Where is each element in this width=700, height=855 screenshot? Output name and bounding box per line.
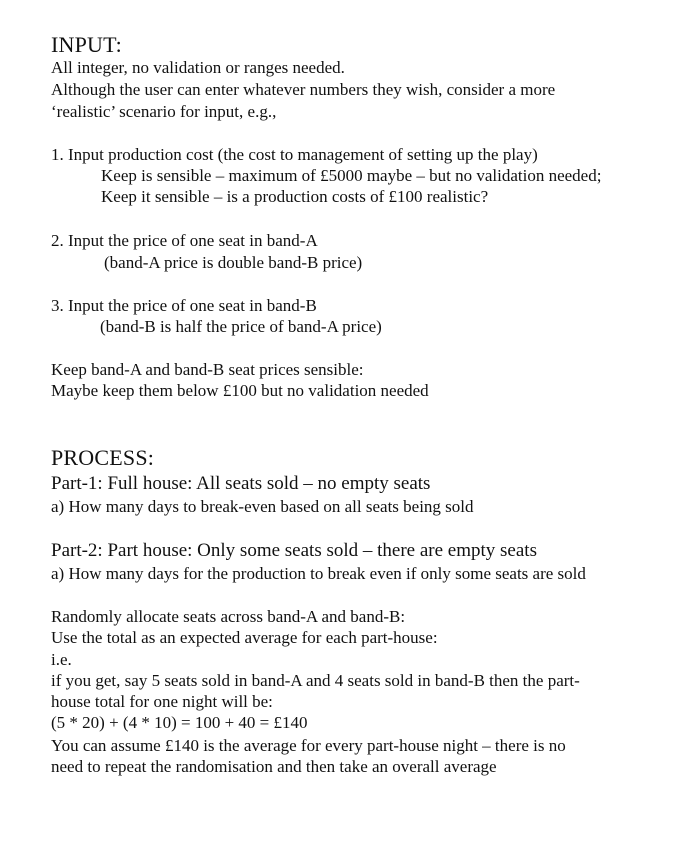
input-intro-line-1: All integer, no validation or ranges needed. bbox=[51, 58, 345, 77]
part-1-title: Part-1: Full house: All seats sold – no empty seats bbox=[51, 473, 431, 494]
input-intro-line-3: ‘realistic’ scenario for input, e.g., bbox=[51, 102, 277, 121]
item-3-note: (band-B is half the price of band-A price) bbox=[100, 317, 382, 336]
part-2-title: Part-2: Part house: Only some seats sold – there are empty seats bbox=[51, 540, 537, 561]
random-line-4: if you get, say 5 seats sold in band-A and 4 seats sold in band-B then the part- bbox=[51, 671, 580, 690]
part-1-question: a) How many days to break-even based on all seats being sold bbox=[51, 497, 474, 516]
input-footer-line-2: Maybe keep them below £100 but no validation needed bbox=[51, 381, 429, 400]
input-intro-line-2: Although the user can enter whatever numbers they wish, consider a more bbox=[51, 80, 556, 99]
item-1-note-2: Keep it sensible – is a production costs of £100 realistic? bbox=[101, 187, 489, 206]
random-line-3: i.e. bbox=[51, 650, 72, 669]
random-line-7: You can assume £140 is the average for every part-house night – there is no bbox=[51, 736, 566, 755]
item-2-title: 2. Input the price of one seat in band-A bbox=[51, 231, 318, 250]
random-line-8: need to repeat the randomisation and then take an overall average bbox=[51, 757, 497, 776]
process-heading: PROCESS: bbox=[51, 445, 155, 470]
formula-line: (5 * 20) + (4 * 10) = 100 + 40 = £140 bbox=[51, 713, 308, 732]
input-heading: INPUT: bbox=[51, 32, 122, 57]
random-line-1: Randomly allocate seats across band-A and band-B: bbox=[51, 607, 406, 626]
item-3-title: 3. Input the price of one seat in band-B bbox=[51, 296, 317, 315]
random-line-2: Use the total as an expected average for each part-house: bbox=[51, 628, 438, 647]
item-2-note: (band-A price is double band-B price) bbox=[104, 253, 363, 272]
item-1-note-1: Keep is sensible – maximum of £5000 maybe – but no validation needed; bbox=[101, 166, 602, 185]
input-footer-line-1: Keep band-A and band-B seat prices sensible: bbox=[51, 360, 364, 379]
item-1-title: 1. Input production cost (the cost to management of setting up the play) bbox=[51, 145, 538, 164]
part-2-question: a) How many days for the production to break even if only some seats are sold bbox=[51, 564, 586, 583]
random-line-5: house total for one night will be: bbox=[51, 692, 273, 711]
